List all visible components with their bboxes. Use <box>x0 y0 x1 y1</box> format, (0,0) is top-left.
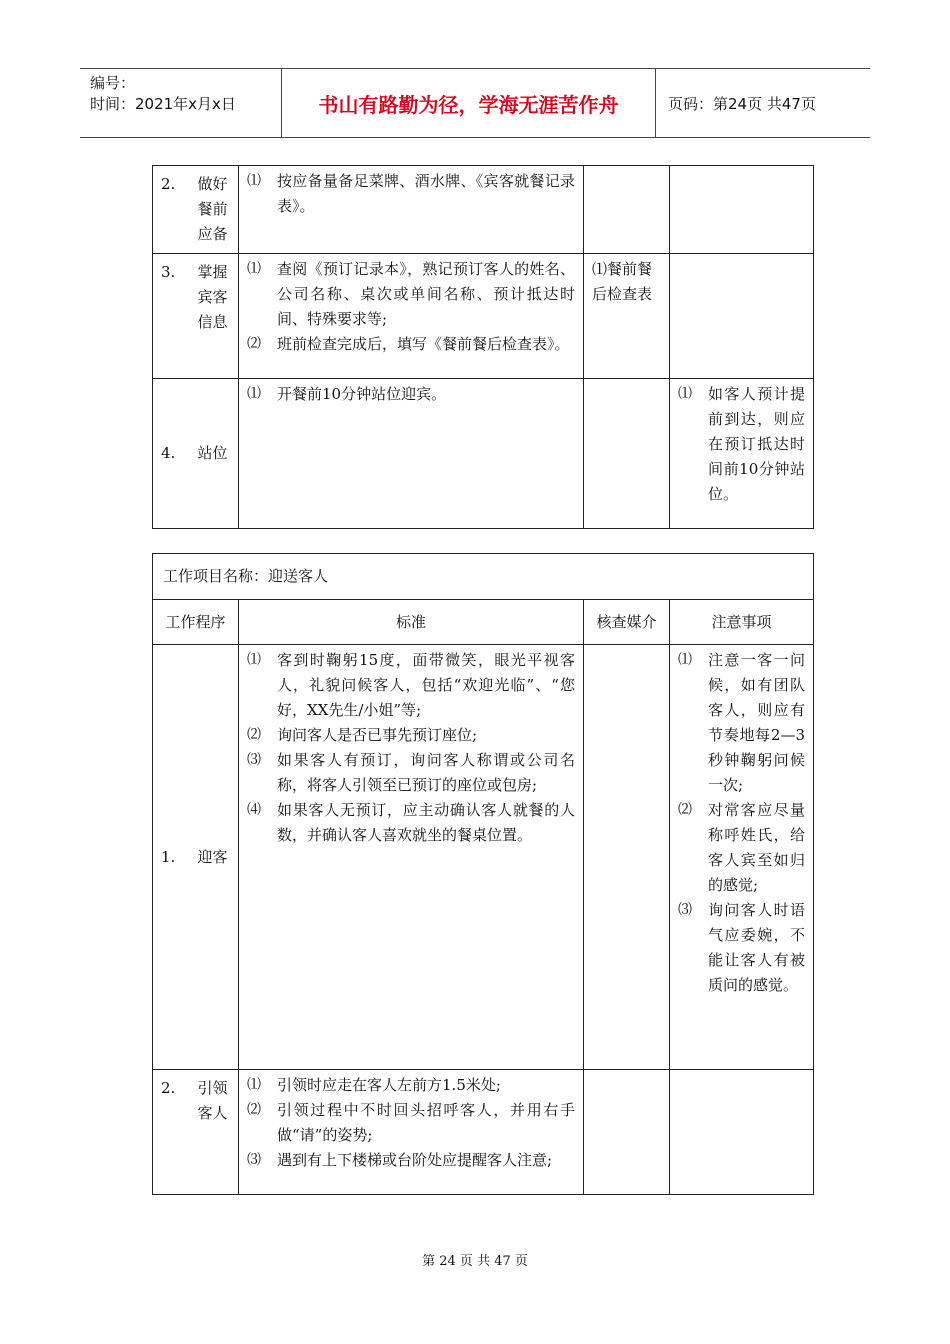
item-marker: ⑵ <box>678 802 692 818</box>
media-cell <box>584 254 670 379</box>
table-row <box>153 254 814 379</box>
note-item <box>670 648 813 798</box>
project-title: 工作项目名称：迎送客人 <box>153 554 814 600</box>
item-text: 引领过程中不时回头招呼客人，并用右手做“请”的姿势; <box>277 1101 575 1144</box>
procedure-table-1 <box>152 165 814 529</box>
standard-item <box>239 332 583 357</box>
step-title: 做好餐前应备 <box>197 175 228 243</box>
header-procedure: 工作程序 <box>153 600 239 645</box>
media-cell <box>584 1070 670 1195</box>
item-text: 按应备量备足菜牌、酒水牌、《宾客就餐记录表》。 <box>277 172 575 215</box>
item-text: 对常客应尽量称呼姓氏，给客人宾至如归的感觉; <box>708 801 805 894</box>
table-row <box>153 645 814 1070</box>
procedure-cell <box>153 379 239 529</box>
header-meta <box>80 69 282 137</box>
item-marker: ⑴ <box>247 173 261 189</box>
step-title: 掌握宾客信息 <box>197 263 228 331</box>
item-marker: ⑴ <box>247 1077 261 1093</box>
procedure-table-2 <box>152 553 814 1195</box>
notes-cell <box>670 166 814 254</box>
item-marker: ⑴ <box>678 386 692 402</box>
item-text: 开餐前10分钟站位迎宾。 <box>277 385 447 403</box>
table-row <box>153 1070 814 1195</box>
header-page-label: 页码：第24页 共47页 <box>668 94 816 113</box>
procedure-cell <box>153 1070 239 1195</box>
standard-item <box>239 257 583 332</box>
item-text: 询问客人是否已事先预订座位; <box>277 726 478 744</box>
item-text: 查阅《预订记录本》，熟记预订客人的姓名、公司名称、桌次或单间名称、预计抵达时间、特殊要求等; <box>277 260 575 328</box>
standard-cell <box>239 254 584 379</box>
standard-item <box>239 1073 583 1098</box>
step-number: 2. <box>161 1079 176 1097</box>
procedure-cell <box>153 166 239 254</box>
standard-cell <box>239 1070 584 1195</box>
item-marker: ⑵ <box>247 727 261 743</box>
item-text: 客到时鞠躬15度，面带微笑，眼光平视客人，礼貌问候客人，包括“欢迎光临”、“您好，XX先生/小姐”等; <box>277 651 575 719</box>
media-cell <box>584 166 670 254</box>
note-item <box>670 898 813 998</box>
item-marker: ⑴ <box>247 386 261 402</box>
standard-item <box>239 382 583 407</box>
item-marker: ⑷ <box>247 802 261 818</box>
item-marker: ⑵ <box>247 336 261 352</box>
note-item <box>670 382 813 507</box>
page-header <box>80 68 870 138</box>
time-label: 时间：2021年x月x日 <box>90 95 236 113</box>
notes-cell <box>670 645 814 1070</box>
item-marker: ⑴ <box>678 652 692 668</box>
item-text: 如果客人有预订，询问客人称谓或公司名称，将客人引领至已预订的座位或包房; <box>277 751 575 794</box>
item-marker: ⑶ <box>247 1152 261 1168</box>
notes-cell <box>670 1070 814 1195</box>
media-cell <box>584 645 670 1070</box>
item-marker: ⑶ <box>678 902 692 918</box>
header-media: 核查媒介 <box>584 600 670 645</box>
standard-cell <box>239 379 584 529</box>
standard-item <box>239 798 583 848</box>
standard-cell <box>239 645 584 1070</box>
step-title: 引领客人 <box>197 1079 228 1122</box>
number-label: 编号： <box>90 74 136 92</box>
item-marker: ⑶ <box>247 752 261 768</box>
procedure-cell <box>153 645 239 1070</box>
standard-item <box>239 748 583 798</box>
item-marker: ⑴ <box>247 261 261 277</box>
header-standard: 标准 <box>239 600 584 645</box>
item-text: 如客人预计提前到达，则应在预订抵达时间前10分钟站位。 <box>708 385 805 503</box>
standard-item <box>239 1098 583 1148</box>
item-text: 遇到有上下楼梯或台阶处应提醒客人注意; <box>277 1151 553 1169</box>
header-motto: 书山有路勤为径，学海无涯苦作舟 <box>282 69 656 137</box>
table-row <box>153 166 814 254</box>
standard-cell <box>239 166 584 254</box>
page-footer: 第 24 页 共 47 页 <box>422 1254 528 1269</box>
item-text: 注意一客一问候，如有团队客人，则应有节奏地每2—3秒钟鞠躬问候一次; <box>708 651 805 794</box>
notes-cell <box>670 379 814 529</box>
step-number: 4. <box>161 444 176 462</box>
step-title: 站位 <box>197 444 228 462</box>
procedure-cell <box>153 254 239 379</box>
header-notes: 注意事项 <box>670 600 814 645</box>
step-number: 1. <box>161 847 176 866</box>
item-marker: ⑵ <box>247 1102 261 1118</box>
standard-item <box>239 723 583 748</box>
standard-item <box>239 648 583 723</box>
standard-item <box>239 169 583 219</box>
step-number: 3. <box>161 263 176 281</box>
item-text: 询问客人时语气应委婉，不能让客人有被质问的感觉。 <box>708 901 805 994</box>
item-text: 引领时应走在客人左前方1.5米处; <box>277 1076 501 1094</box>
media-text: ⑴餐前餐后检查表 <box>592 260 653 303</box>
table-row <box>153 379 814 529</box>
note-item <box>670 798 813 898</box>
item-marker: ⑴ <box>247 652 261 668</box>
standard-item <box>239 1148 583 1173</box>
notes-cell <box>670 254 814 379</box>
step-number: 2. <box>161 175 176 193</box>
step-title: 迎客 <box>197 847 228 866</box>
item-text: 班前检查完成后，填写《餐前餐后检查表》。 <box>277 335 570 353</box>
item-text: 如果客人无预订，应主动确认客人就餐的人数，并确认客人喜欢就坐的餐桌位置。 <box>277 801 575 844</box>
media-cell <box>584 379 670 529</box>
